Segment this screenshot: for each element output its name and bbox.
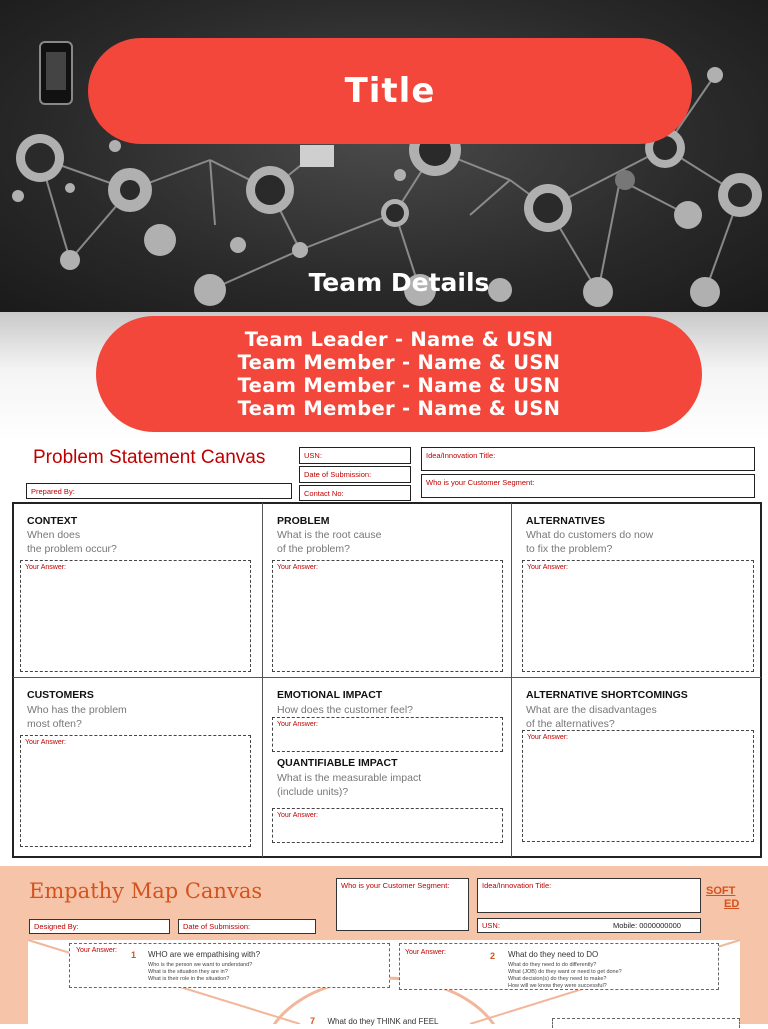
problem-canvas-title: Problem Statement Canvas [33, 446, 266, 468]
emotional-impact-prompt: How does the customer feel? [277, 704, 413, 716]
team-member-line: Team Member - Name & USN [237, 374, 561, 397]
emotional-impact-header: EMOTIONAL IMPACT [277, 689, 383, 701]
softed-logo: SOFT ED [706, 885, 740, 910]
problem-header: PROBLEM [277, 515, 330, 527]
quantifiable-impact-header: QUANTIFIABLE IMPACT [277, 757, 398, 769]
customers-answer-box[interactable]: Your Answer: [20, 735, 251, 847]
customers-prompt: Who has the problem most often? [27, 704, 127, 730]
team-details-heading: Team Details [308, 268, 490, 297]
alternatives-prompt: What do customers do now to fix the problem? [526, 529, 654, 555]
team-details-banner [96, 316, 702, 432]
shortcomings-prompt: What are the disadvantages of the alternatives? [526, 704, 657, 730]
think-feel-question: 7 What do they THINK and FEEL [310, 1016, 439, 1026]
designed-by-field[interactable]: Designed By: [29, 919, 170, 934]
alternatives-answer-box[interactable]: Your Answer: [522, 560, 754, 672]
team-member-line: Team Member - Name & USN [237, 397, 561, 420]
team-leader-line: Team Leader - Name & USN [244, 328, 554, 351]
alternatives-header: ALTERNATIVES [526, 515, 605, 527]
context-header: CONTEXT [27, 515, 78, 527]
context-answer-box[interactable]: Your Answer: [20, 560, 251, 672]
customer-segment-field[interactable]: Who is your Customer Segment: [421, 474, 755, 498]
problem-answer-box[interactable]: Your Answer: [272, 560, 503, 672]
contact-no-field[interactable]: Contact No: [299, 485, 411, 501]
title-banner [88, 38, 692, 144]
q7-answer-box[interactable] [552, 1018, 740, 1028]
empathy-canvas-title: Empathy Map Canvas [29, 879, 263, 903]
grid-divider [13, 677, 761, 678]
idea-title-field[interactable]: Idea/Innovation Title: [421, 447, 755, 471]
team-member-line: Team Member - Name & USN [237, 351, 561, 374]
usn-field[interactable]: USN: [299, 447, 411, 464]
date-of-submission-field[interactable]: Date of Submission: [299, 466, 411, 483]
grid-divider [511, 503, 512, 857]
empathy-date-field[interactable]: Date of Submission: [178, 919, 316, 934]
quantifiable-impact-answer-box[interactable]: Your Answer: [272, 808, 503, 843]
empathy-usn-mobile-field[interactable]: USN: Mobile: 0000000000 [477, 918, 701, 933]
prepared-by-field[interactable]: Prepared By: [26, 483, 292, 499]
problem-prompt: What is the root cause of the problem? [277, 529, 382, 555]
grid-divider [262, 503, 263, 857]
empathy-idea-field[interactable]: Idea/Innovation Title: [477, 878, 701, 913]
shortcomings-answer-box[interactable]: Your Answer: [522, 730, 754, 842]
empathy-segment-field[interactable]: Who is your Customer Segment: [336, 878, 469, 931]
shortcomings-header: ALTERNATIVE SHORTCOMINGS [526, 689, 688, 701]
who-question-box[interactable]: Your Answer: 1 WHO are we empathising with? Who is the person we want to understand? What is the situation they are in? What is their role in the situation? [69, 943, 390, 988]
context-prompt: When does the problem occur? [27, 529, 117, 555]
customers-header: CUSTOMERS [27, 689, 94, 701]
page-title: Title [344, 71, 436, 111]
quantifiable-impact-prompt: What is the measurable impact (include units)? [277, 772, 422, 798]
do-question-box[interactable]: Your Answer: 2 What do they need to DO What do they need to do differently? What (JOB) do they want or need to get done? What decision(s) do they need to make? How will we know they were successful? [399, 943, 719, 990]
emotional-impact-answer-box[interactable]: Your Answer: [272, 717, 503, 752]
